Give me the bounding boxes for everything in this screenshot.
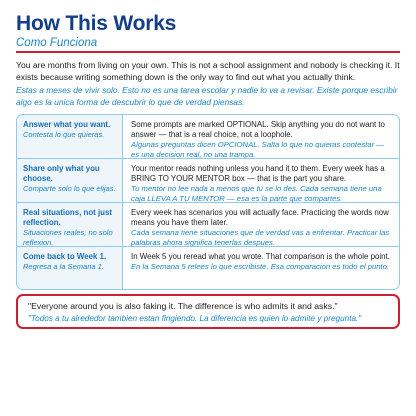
row-label-cell (17, 203, 123, 246)
row-label-spanish: Regresa a la Semana 1. (23, 262, 104, 271)
table-row (17, 247, 399, 290)
table-row (17, 159, 399, 203)
quote-spanish: "Todos a tu alrededor tambien estan fingiendo. La diferencia es quien lo admite y pregunta." (28, 314, 362, 323)
row-label-spanish: Comparte solo lo que elijas. (23, 184, 116, 193)
header-divider (16, 51, 400, 53)
row-label-cell (17, 159, 123, 202)
row-text-spanish: En la Semana 5 relees lo que escribiste. Esa comparacion es todo el punto. (131, 262, 390, 271)
row-label-english: Real situations, not just reflection. (23, 208, 112, 227)
row-text-cell (123, 115, 399, 158)
table-row (17, 203, 399, 247)
row-label-english: Come back to Week 1. (23, 252, 107, 261)
row-label-english: Share only what you choose. (23, 164, 100, 183)
page-title: How This Works (16, 12, 177, 35)
row-text-english: Your mentor reads nothing unless you hand it to them. Every week has a BRING TO YOUR MENTOR box — that is the part you share. (131, 164, 385, 183)
quote-english: "Everyone around you is also faking it. The difference is who admits it and asks." (28, 301, 338, 311)
row-text-spanish: Cada semana tiene situaciones que de verdad vas a enfrentar. Practicar las palabras ahora significa tenerlas despues. (131, 228, 390, 247)
intro-text-english: You are months from living on your own. This is not a school assignment and nobody is checking it. It exists because writing something down is the only way to find out what you actually think. (16, 60, 400, 82)
row-label-english: Answer what you want. (23, 120, 111, 129)
page-header (16, 12, 400, 50)
row-text-english: Some prompts are marked OPTIONAL. Skip anything you do not want to answer — that is a real choice, not a loophole. (131, 120, 385, 139)
row-text-english: Every week has scenarios you will actually face. Practicing the words now means you have them later. (131, 208, 389, 227)
quote-box (16, 294, 400, 329)
row-text-cell (123, 203, 399, 246)
row-text-cell (123, 159, 399, 202)
row-text-english: In Week 5 you reread what you wrote. That comparison is the whole point. (131, 252, 390, 261)
row-label-cell (17, 115, 123, 158)
row-text-spanish: Algunas preguntas dicen OPCIONAL. Salta lo que no quieras contestar — es una decision real, no una trampa. (131, 140, 384, 159)
row-text-cell (123, 247, 399, 290)
row-text-spanish: Tu mentor no lee nada a menos que tu se lo des. Cada semana tiene una caja LLEVA A TU MENTOR — esa es la parte que compartes. (131, 184, 382, 203)
guidelines-table (16, 114, 400, 290)
intro-section (16, 59, 402, 108)
table-row (17, 115, 399, 159)
row-label-cell (17, 247, 123, 290)
intro-text-spanish: Estas a meses de vivir solo. Esto no es una tarea escolar y nadie lo va a revisar. Existe porque escribir algo es la unica forma de descubrir lo que de verdad piensas. (16, 85, 398, 107)
row-label-spanish: Situaciones reales, no solo reflexion. (23, 228, 113, 247)
page-subtitle: Como Funciona (16, 37, 98, 49)
row-label-spanish: Contesta lo que quieras. (23, 130, 105, 139)
